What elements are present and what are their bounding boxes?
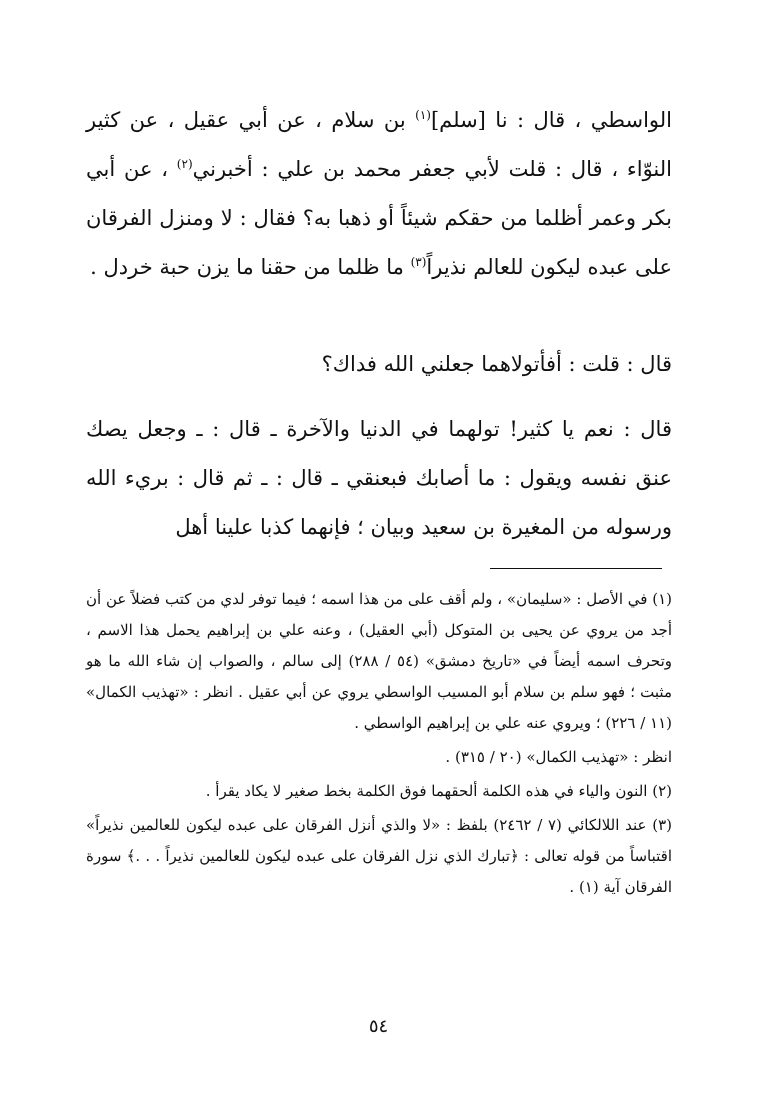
page-number: ٥٤ <box>368 1016 389 1037</box>
footnote-ref-1: (١) <box>415 108 431 122</box>
footnote-3: (٣) عند اللالكائي (٧ / ٢٤٦٢) بلفظ : «لا والذي أنزل الفرقان على عبده ليكون للعالمين نذيراً» اقتباساً من قوله تعالى : ﴿تبارك الذي نزل الفرقان على عبده ليكون للعالمين نذيراً . . .﴾ سورة الفرقان آية (١) . <box>86 816 672 896</box>
footnote-separator <box>490 568 662 569</box>
footnote-ref-2: (٢) <box>176 157 193 171</box>
paragraph-3-text: قال : نعم يا كثير! تولهما في الدنيا والآخرة ـ قال : ـ وجعل يصك عنق نفسه ويقول : ما أصابك فبعنقي ـ قال : ـ ثم قال : بريء الله ورسوله من المغيرة بن سعيد وبيان ؛ فإنهما كذبا علينا أهل <box>86 417 672 539</box>
paragraph-1-part-1: الواسطي ، قال : نا [سلم] <box>430 108 672 132</box>
paragraph-1-part-3: ، عن أبي بكر وعمر أظلما من حقكم شيئاً أو ذهبا به؟ فقال : لا ومنزل الفرقان على عبده ليكون للعالم نذيراً <box>86 157 672 279</box>
paragraph-2-text: قال : قلت : أفأتولاهما جعلني الله فداك؟ <box>321 352 672 376</box>
paragraph-1-part-4: ما ظلما من حقنا ما يزن حبة خردل . <box>90 255 411 279</box>
paragraph-1-part-2: بن سلام ، عن أبي عقيل ، عن كثير النوّاء ، قال : قلت لأبي جعفر محمد بن علي : أخبرني <box>86 108 672 181</box>
footnote-1: (١) في الأصل : «سليمان» ، ولم أقف على من هذا اسمه ؛ فيما توفر لدي من كتب فضلاً عن أن أجد من يروي عن يحيى بن المتوكل (أبي العقيل) ، وعنه علي بن إبراهيم يحمل هذا الاسم ، وتحرف اسمه أيضاً في «تاريخ دمشق» (٥٤ / ٢٨٨) إلى سالم ، والصواب إن شاء الله ما هو مثبت ؛ فهو سلم بن سلام أبو المسيب الواسطي يروي عن أبي عقيل . انظر : «تهذيب الكمال» (١١ / ٢٢٦) ؛ ويروي عنه علي بن إبراهيم الواسطي . <box>86 590 672 732</box>
footnote-ref-3: (٣) <box>410 255 427 269</box>
main-paragraph-1 <box>86 96 672 292</box>
main-paragraph-3 <box>86 405 672 552</box>
footnotes <box>86 584 672 906</box>
main-paragraph-2 <box>86 340 672 389</box>
footnote-1-continuation: انظر : «تهذيب الكمال» (٢٠ / ٣١٥) . <box>445 748 672 766</box>
footnote-2: (٢) النون والياء في هذه الكلمة ألحقهما فوق الكلمة بخط صغير لا يكاد يقرأ . <box>205 782 672 800</box>
